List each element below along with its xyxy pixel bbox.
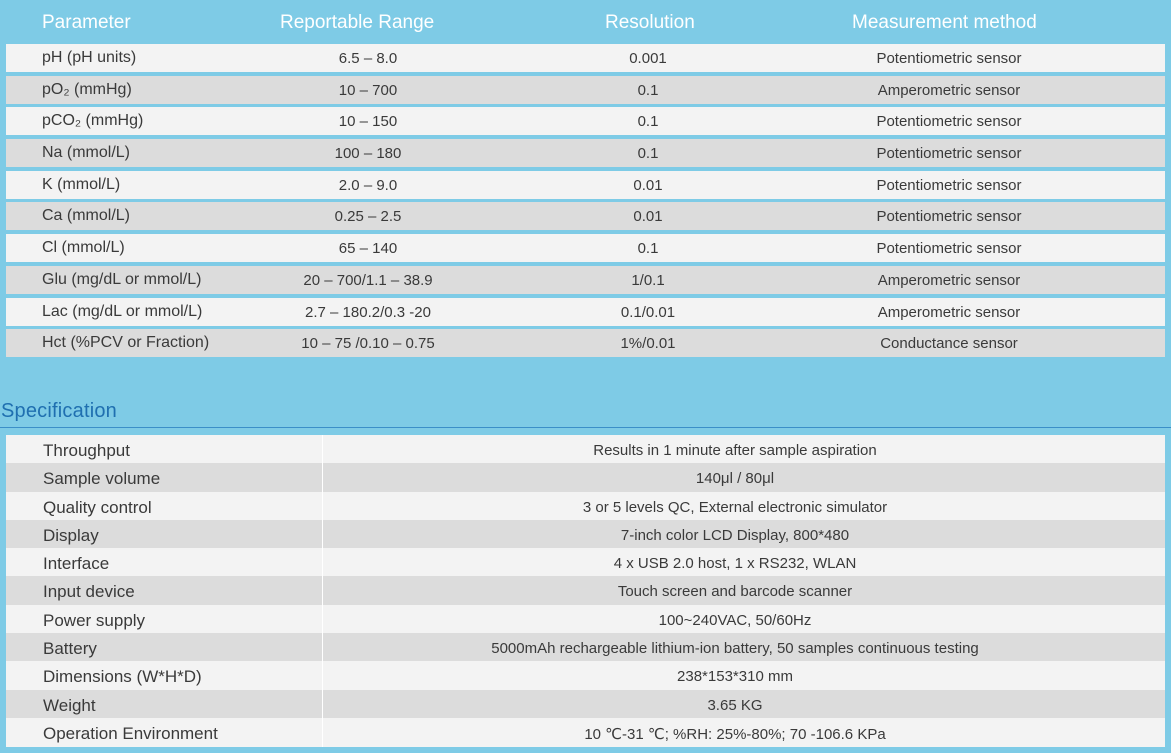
measurement-method: Potentiometric sensor — [876, 145, 1022, 163]
measurement-method: Potentiometric sensor — [876, 50, 1022, 67]
table-row — [6, 690, 1165, 718]
table-row — [6, 139, 1165, 167]
parameter-name: K (mmol/L) — [42, 175, 121, 193]
table-row — [6, 44, 1165, 72]
resolution: 1/0.1 — [631, 271, 665, 289]
spec-name: Sample volume — [43, 469, 161, 489]
resolution: 0.1 — [637, 81, 659, 99]
header-parameter: Parameter — [42, 12, 131, 33]
specification-column-divider — [322, 435, 323, 747]
spec-name: Operation Environment — [43, 723, 218, 743]
resolution: 0.001 — [629, 50, 667, 67]
spec-name: Dimensions (W*H*D) — [43, 667, 202, 687]
spec-value: 140μl / 80μl — [695, 470, 775, 488]
spec-name: Quality control — [43, 497, 152, 517]
table-row — [6, 633, 1165, 661]
header-measurement-method: Measurement method — [852, 12, 1037, 33]
parameter-name: Glu (mg/dL or mmol/L) — [42, 270, 202, 288]
table-row — [6, 718, 1165, 746]
reportable-range: 0.25 – 2.5 — [334, 208, 402, 226]
parameter-table — [6, 44, 1165, 361]
spec-value: 3 or 5 levels QC, External electronic simulator — [582, 498, 888, 516]
parameter-name: Lac (mg/dL or mmol/L) — [42, 302, 203, 320]
table-row — [6, 298, 1165, 326]
parameter-name: Hct (%PCV or Fraction) — [42, 334, 210, 352]
specification-title: Specification — [1, 400, 117, 422]
reportable-range: 10 – 75 /0.10 – 0.75 — [301, 335, 435, 353]
spec-value: 7-inch color LCD Display, 800*480 — [620, 526, 850, 544]
measurement-method: Potentiometric sensor — [876, 176, 1022, 194]
table-row — [6, 463, 1165, 491]
specification-table — [6, 435, 1165, 747]
reportable-range: 2.7 – 180.2/0.3 -20 — [305, 303, 431, 321]
measurement-method: Amperometric sensor — [877, 81, 1021, 99]
table-row — [6, 234, 1165, 262]
table-row — [6, 329, 1165, 357]
spec-value: Results in 1 minute after sample aspiration — [593, 442, 877, 459]
parameter-table-header — [0, 6, 1171, 40]
table-row — [6, 202, 1165, 230]
spec-value: 3.65 KG — [707, 696, 763, 714]
table-row — [6, 492, 1165, 520]
measurement-method: Potentiometric sensor — [876, 113, 1022, 131]
resolution: 0.01 — [633, 208, 663, 226]
table-row — [6, 548, 1165, 576]
parameter-name: Ca (mmol/L) — [42, 207, 131, 225]
spec-name: Power supply — [43, 610, 146, 630]
specification-divider — [0, 427, 1171, 428]
measurement-method: Amperometric sensor — [877, 271, 1021, 289]
resolution: 0.1 — [637, 145, 659, 163]
parameter-name: pCO₂ (mmHg) — [42, 112, 144, 130]
table-row — [6, 107, 1165, 135]
parameter-name: pH (pH units) — [42, 49, 137, 66]
resolution: 0.1 — [637, 113, 659, 131]
spec-name: Input device — [43, 582, 135, 602]
table-row — [6, 576, 1165, 604]
measurement-method: Potentiometric sensor — [876, 240, 1022, 258]
parameter-name: Na (mmol/L) — [42, 144, 131, 162]
reportable-range: 100 – 180 — [334, 145, 402, 163]
spec-value: 4 x USB 2.0 host, 1 x RS232, WLAN — [613, 555, 857, 573]
table-row — [6, 435, 1165, 463]
parameter-name: Cl (mmol/L) — [42, 239, 125, 257]
spec-value: 5000mAh rechargeable lithium-ion battery, 50 samples continuous testing — [491, 640, 979, 658]
table-row — [6, 520, 1165, 548]
spec-name: Throughput — [43, 441, 130, 460]
reportable-range: 2.0 – 9.0 — [338, 176, 398, 194]
header-resolution: Resolution — [605, 12, 695, 33]
spec-name: Weight — [43, 695, 96, 715]
spec-name: Interface — [43, 554, 110, 574]
resolution: 0.01 — [633, 176, 663, 194]
table-row — [6, 266, 1165, 294]
table-row — [6, 605, 1165, 633]
spec-name: Battery — [43, 639, 97, 659]
parameter-name: pO₂ (mmHg) — [42, 80, 132, 98]
resolution: 0.1/0.01 — [620, 303, 676, 321]
resolution: 0.1 — [637, 240, 659, 258]
reportable-range: 6.5 – 8.0 — [338, 50, 398, 67]
reportable-range: 10 – 700 — [338, 81, 398, 99]
spec-value: 10 ℃-31 ℃; %RH: 25%-80%; 70 -106.6 KPa — [584, 725, 886, 743]
table-row — [6, 171, 1165, 199]
measurement-method: Amperometric sensor — [877, 303, 1021, 321]
resolution: 1%/0.01 — [620, 335, 676, 353]
spec-value: Touch screen and barcode scanner — [617, 583, 853, 601]
reportable-range: 65 – 140 — [338, 240, 398, 258]
reportable-range: 10 – 150 — [338, 113, 398, 131]
table-row — [6, 661, 1165, 689]
measurement-method: Conductance sensor — [880, 335, 1018, 353]
spec-value: 100~240VAC, 50/60Hz — [658, 611, 812, 629]
spec-name: Display — [43, 525, 99, 545]
measurement-method: Potentiometric sensor — [876, 208, 1022, 226]
table-row — [6, 76, 1165, 104]
reportable-range: 20 – 700/1.1 – 38.9 — [303, 271, 433, 289]
spec-value: 238*153*310 mm — [677, 668, 793, 686]
header-reportable-range: Reportable Range — [280, 12, 435, 33]
